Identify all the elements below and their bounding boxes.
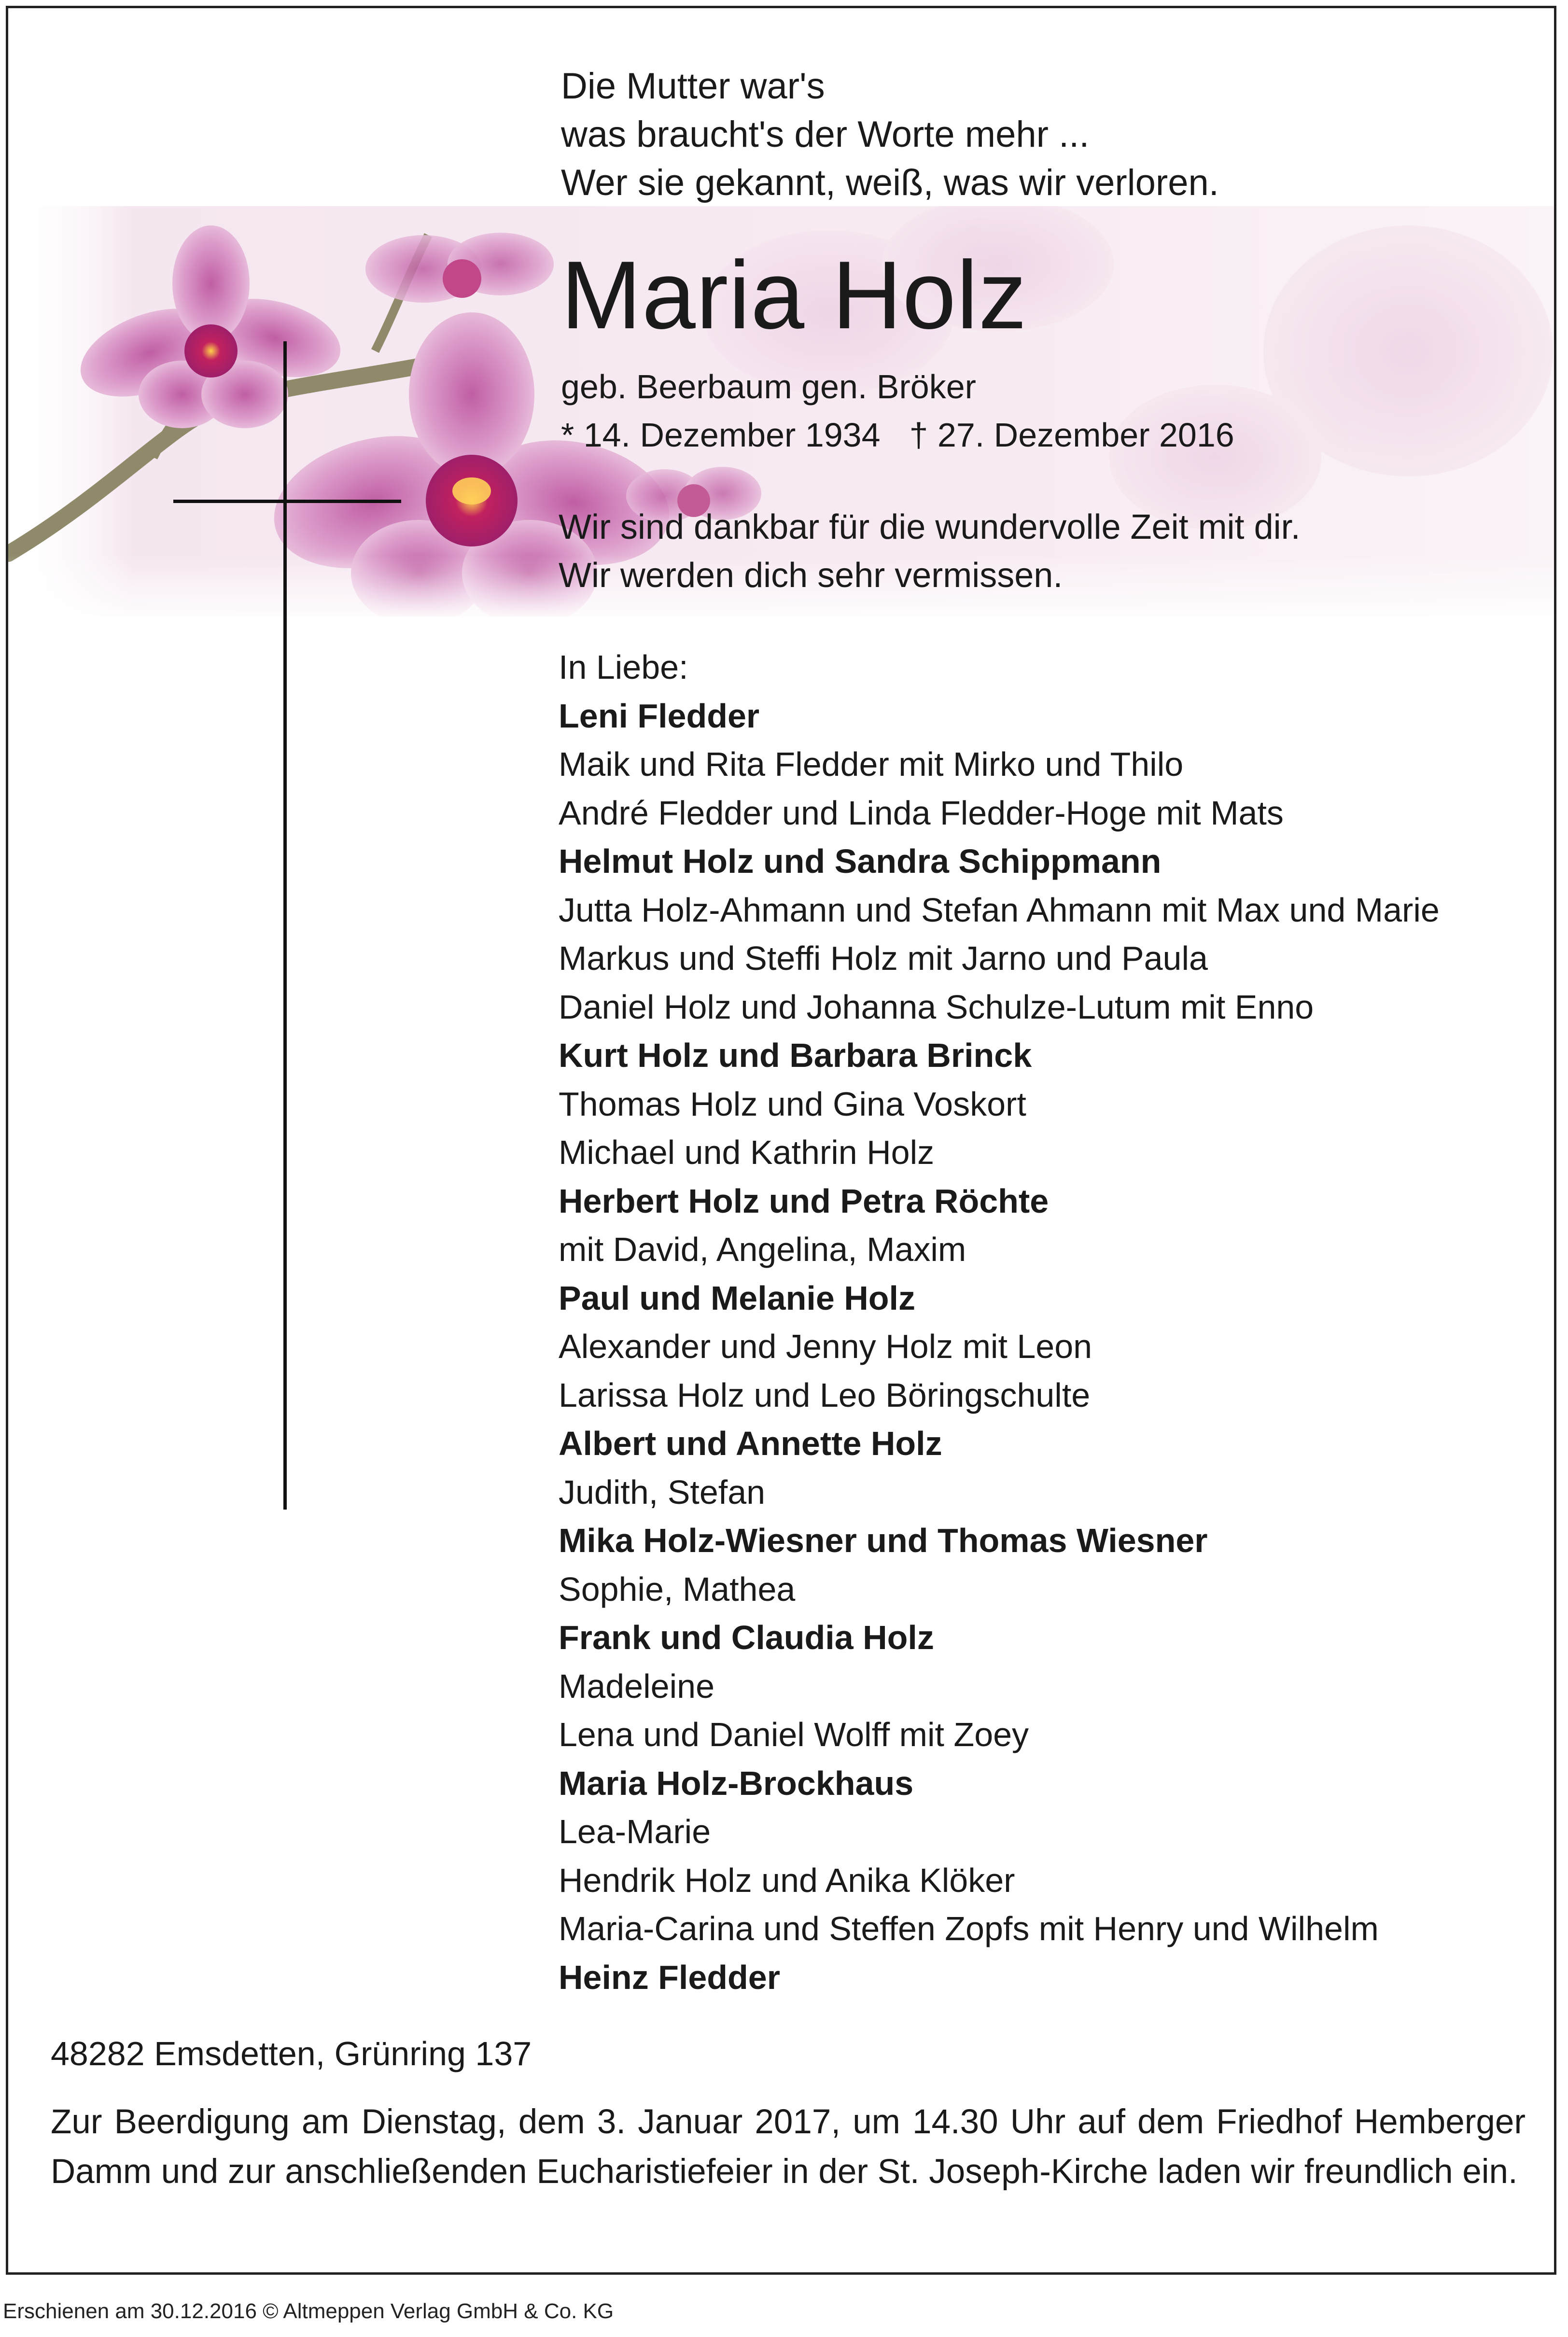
family-list [559,643,1440,2001]
obituary-frame [6,6,1556,2275]
thanks-line: Wir werden dich sehr vermissen. [559,556,1063,595]
family-member: Maik und Rita Fledder mit Mirko und Thilo [559,745,1184,783]
poem-line: Wer sie gekannt, weiß, was wir verloren. [561,162,1219,203]
family-member: Thomas Holz und Gina Voskort [559,1085,1026,1123]
death-date: † 27. Dezember 2016 [909,416,1234,454]
family-member: Maria-Carina und Steffen Zopfs mit Henry und Wilhelm [559,1910,1379,1947]
family-member: Alexander und Jenny Holz mit Leon [559,1328,1092,1365]
family-member: Sophie, Mathea [559,1570,796,1608]
thanks-line: Wir sind dankbar für die wundervolle Zeit mit dir. [559,508,1301,546]
life-dates [561,411,1234,459]
publication-footer: Erschienen am 30.12.2016 © Altmeppen Verlag GmbH & Co. KG [3,2299,614,2323]
family-member-primary: Herbert Holz und Petra Röchte [559,1182,1049,1220]
family-member: Markus und Steffi Holz mit Jarno und Paula [559,939,1208,977]
poem-line: Die Mutter war's [561,66,825,107]
family-member: Larissa Holz und Leo Böringschulte [559,1376,1091,1414]
cross-icon-bar [173,500,401,503]
birth-date: * 14. Dezember 1934 [561,416,881,454]
family-member-primary: Leni Fledder [559,697,760,735]
family-member: Jutta Holz-Ahmann und Stefan Ahmann mit Max und Marie [559,891,1440,929]
thanks-message [559,503,1301,600]
family-intro: In Liebe: [559,648,688,686]
family-member-primary: Kurt Holz und Barbara Brinck [559,1036,1032,1074]
poem [561,62,1219,207]
address: 48282 Emsdetten, Grünring 137 [51,2035,532,2072]
birth-name: geb. Beerbaum gen. Bröker [561,368,976,406]
deceased-name: Maria Holz [561,241,1027,349]
family-member: André Fledder und Linda Fledder-Hoge mit Mats [559,794,1284,832]
family-member: Madeleine [559,1667,714,1705]
family-member-primary: Paul und Melanie Holz [559,1279,915,1317]
funeral-notice: Zur Beerdigung am Dienstag, dem 3. Januar 2017, um 14.30 Uhr auf dem Friedhof Hemberger Damm und zur anschließenden Eucharistiefeier in der St. Joseph-Kirche laden wir freundlich ein. [51,2103,1526,2191]
poem-line: was braucht's der Worte mehr ... [561,114,1090,155]
family-member-primary: Frank und Claudia Holz [559,1619,934,1656]
family-member: Hendrik Holz und Anika Klöker [559,1861,1015,1899]
family-member-primary: Mika Holz-Wiesner und Thomas Wiesner [559,1522,1208,1559]
family-member-primary: Heinz Fledder [559,1958,780,1996]
cross-icon [283,341,287,1510]
family-member-primary: Helmut Holz und Sandra Schippmann [559,842,1162,880]
family-member: mit David, Angelina, Maxim [559,1231,966,1268]
family-member: Lena und Daniel Wolff mit Zoey [559,1716,1029,1753]
family-member: Michael und Kathrin Holz [559,1134,935,1171]
family-member-primary: Albert und Annette Holz [559,1425,942,1462]
family-member: Judith, Stefan [559,1473,766,1511]
family-member: Daniel Holz und Johanna Schulze-Lutum mit Enno [559,988,1314,1026]
family-lines [559,692,1440,2002]
family-member-primary: Maria Holz-Brockhaus [559,1764,914,1802]
family-member: Lea-Marie [559,1813,711,1850]
